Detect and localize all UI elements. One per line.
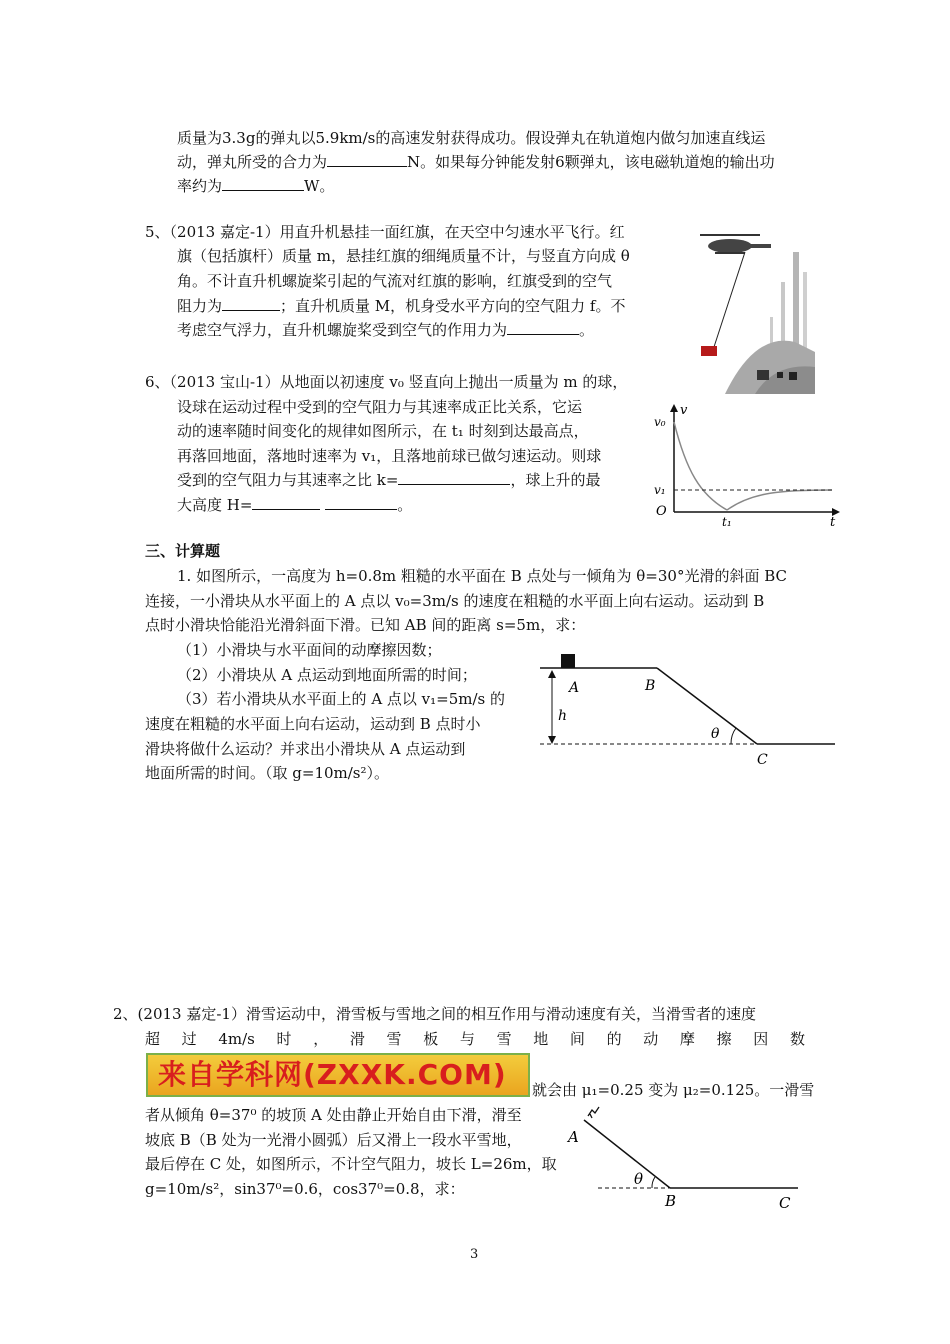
helicopter-flag-picture (685, 222, 815, 394)
q5-line-5 (177, 320, 594, 340)
point-c-label: C (757, 752, 768, 768)
calc2-line-5: 坡底 B（B 处为一光滑小圆弧）后又滑上一段水平雪地， (145, 1131, 522, 1149)
calc2-char: 与 (459, 1030, 475, 1048)
origin-label: O (656, 504, 667, 519)
calc1-line-2: 连接，一小滑块从水平面上的 A 点以 v₀=3m/s 的速度在粗糙的水平面上向右运动。运动到 B (145, 592, 765, 610)
q4-line-1: 质量为3.3g的弹丸以5.9km/s的高速发射获得成功。假设弹丸在轨道炮内做匀加速直线运 (177, 129, 766, 147)
calc2-char: 过 (181, 1030, 197, 1048)
q6-text: 受到的空气阻力与其速率之比 k= (177, 471, 399, 489)
angle-label: θ (711, 726, 720, 742)
calc2-line-6: 最后停在 C 处，如图所示，不计空气阻力，坡长 L=26m，取 (145, 1155, 557, 1173)
calc2-line-2 (145, 1029, 805, 1049)
slope-figure-1 (535, 648, 840, 770)
answer-blank[interactable] (252, 495, 320, 510)
label-v0: v₀ (654, 415, 666, 429)
q5-text: 考虑空气浮力，直升机螺旋桨受到空气的作用力为 (177, 321, 508, 339)
point-b-label: B (665, 1192, 677, 1210)
calc2-char: 雪 (496, 1030, 512, 1048)
q5-line-4 (177, 296, 625, 316)
calc2-line-3: 就会由 μ₁=0.25 变为 μ₂=0.125。一滑雪 (532, 1081, 815, 1099)
q6-text: 大高度 H= (177, 496, 253, 514)
calc2-line-1: 2、(2013 嘉定-1）滑雪运动中，滑雪板与雪地之间的相互作用与滑动速度有关，当滑雪者的速度 (113, 1005, 756, 1023)
calc2-line-7: g=10m/s²，sin37⁰=0.6，cos37⁰=0.8，求： (145, 1180, 465, 1198)
calc1-line-1: 1. 如图所示，一高度为 h=0.8m 粗糙的水平面在 B 点处与一倾角为 θ=30°光滑的斜面 BC (177, 567, 787, 585)
q5-line-1: 5、（2013 嘉定-1）用直升机悬挂一面红旗，在天空中匀速水平飞行。红 (145, 223, 625, 241)
calc1-sub-3b: 速度在粗糙的水平面上向右运动，运动到 B 点时小 (145, 715, 481, 733)
calc1-line-3: 点时小滑块恰能沿光滑斜面下滑。已知 AB 间的距离 s=5m，求： (145, 616, 586, 634)
calc2-char: 4m/s (218, 1030, 255, 1048)
q5-text: ；直升机质量 M，机身受水平方向的空气阻力 f。不 (280, 297, 626, 315)
answer-blank[interactable] (327, 152, 407, 167)
answer-blank[interactable] (507, 320, 579, 335)
calc2-char: 摩 (679, 1030, 695, 1048)
q6-line-4: 再落回地面，落地时速率为 v₁，且落地前球已做匀速运动。则球 (177, 447, 602, 465)
calc1-sub-3a: （3）若小滑块从水平面上的 A 点以 v₁=5m/s 的 (177, 690, 506, 708)
axis-label-v: v (680, 403, 688, 418)
point-c-label: C (779, 1194, 791, 1212)
ski-slope-figure (562, 1102, 807, 1214)
calc2-char: 数 (789, 1030, 805, 1048)
label-v1: v₁ (654, 483, 666, 497)
section-heading: 三、计算题 (145, 542, 221, 560)
calc2-char: 擦 (716, 1030, 732, 1048)
calc2-char: 板 (423, 1030, 439, 1048)
calc2-char: 时 (276, 1030, 292, 1048)
calc2-char: 动 (643, 1030, 659, 1048)
page-number: 3 (470, 1247, 479, 1262)
calc1-sub-1: （1）小滑块与水平面间的动摩擦因数； (177, 641, 442, 659)
calc2-char: 的 (606, 1030, 622, 1048)
point-a-label: A (569, 680, 580, 696)
calc2-char: 超 (145, 1030, 161, 1048)
angle-label: θ (634, 1170, 644, 1188)
point-b-label: B (645, 678, 656, 694)
q4-text: W。 (304, 177, 335, 195)
q4-text: 动，弹丸所受的合力为 (177, 153, 328, 171)
label-t1: t₁ (722, 515, 732, 529)
q6-text: 。 (397, 496, 413, 514)
calc2-char: ， (313, 1030, 329, 1048)
q4-text: N。如果每分钟能发射6颗弹丸，该电磁轨道炮的输出功 (407, 153, 775, 171)
q4-line-3 (177, 176, 334, 196)
calc1-sub-2: （2）小滑块从 A 点运动到地面所需的时间； (177, 666, 477, 684)
velocity-time-graph (652, 400, 844, 530)
q6-line-2: 设球在运动过程中受到的空气阻力与其速率成正比关系，它运 (177, 398, 583, 416)
answer-blank[interactable] (222, 296, 280, 311)
q5-text: 。 (579, 321, 595, 339)
q6-text: ，球上升的最 (510, 471, 601, 489)
height-label: h (558, 708, 568, 724)
answer-blank[interactable] (222, 176, 304, 191)
point-a-label: A (568, 1128, 579, 1146)
calc1-sub-3c: 滑块将做什么运动？并求出小滑块从 A 点运动到 (145, 740, 466, 758)
calc2-line-4: 者从倾角 θ=37⁰ 的坡顶 A 处由静止开始自由下滑，滑至 (145, 1106, 522, 1124)
calc2-char: 雪 (386, 1030, 402, 1048)
calc1-sub-3d: 地面所需的时间。（取 g=10m/s²）。 (145, 764, 390, 782)
calc2-char: 因 (753, 1030, 769, 1048)
calc2-char: 间 (569, 1030, 585, 1048)
q6-line-3: 动的速率随时间变化的规律如图所示，在 t₁ 时刻到达最高点， (177, 422, 589, 440)
zxxk-watermark-banner: 来自学科网(ZXXK.COM) (146, 1053, 530, 1097)
q4-text: 率约为 (177, 177, 223, 195)
q5-line-2: 旗（包括旗杆）质量 m，悬挂红旗的细绳质量不计，与竖直方向成 θ (177, 247, 630, 265)
answer-blank[interactable] (325, 495, 397, 510)
answer-blank[interactable] (398, 470, 510, 485)
calc2-char: 滑 (349, 1030, 365, 1048)
q6-line-5 (177, 470, 600, 490)
calc2-char: 地 (533, 1030, 549, 1048)
q5-line-3: 角。不计直升机螺旋桨引起的气流对红旗的影响，红旗受到的空气 (177, 272, 613, 290)
q5-text: 阻力为 (177, 297, 223, 315)
q6-line-1: 6、（2013 宝山-1）从地面以初速度 v₀ 竖直向上抛出一质量为 m 的球， (145, 373, 628, 391)
q6-line-6 (177, 495, 412, 515)
q4-line-2 (177, 152, 775, 172)
axis-label-t: t (830, 515, 836, 530)
